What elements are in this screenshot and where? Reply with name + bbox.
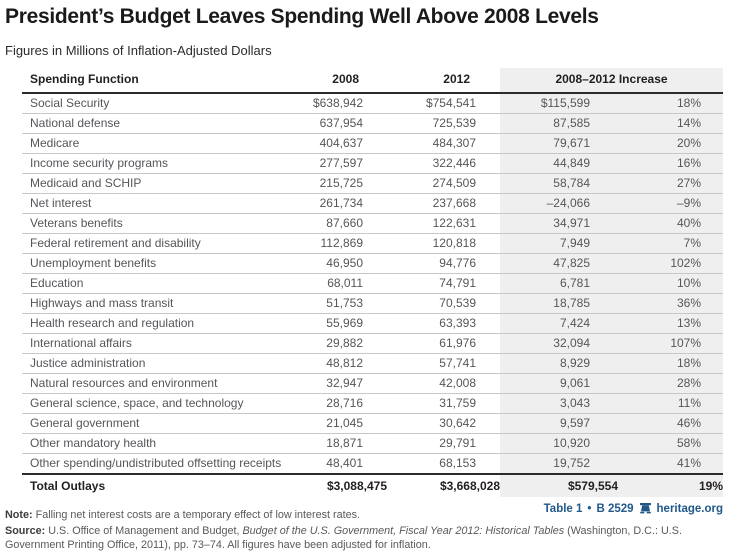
table-footer (22, 474, 723, 497)
table-row (22, 394, 723, 414)
row-increase-percent: –9% (618, 194, 723, 214)
row-value-2008: 112,869 (302, 234, 387, 254)
table-row (22, 114, 723, 134)
row-increase-percent: 18% (618, 354, 723, 374)
liberty-bell-icon (639, 503, 652, 515)
row-increase-percent: 16% (618, 154, 723, 174)
row-label: Medicaid and SCHIP (22, 174, 302, 194)
row-increase-dollars: 3,043 (500, 394, 618, 414)
row-value-2012: 42,008 (387, 374, 500, 394)
row-label: Natural resources and environment (22, 374, 302, 394)
note-label: Note: (5, 509, 33, 521)
source-label: Source: (5, 525, 46, 538)
row-label: Justice administration (22, 354, 302, 374)
table-row (22, 214, 723, 234)
row-increase-dollars: 32,094 (500, 334, 618, 354)
row-value-2012: 68,153 (387, 454, 500, 475)
table-row (22, 334, 723, 354)
row-value-2012: 725,539 (387, 114, 500, 134)
row-label: General government (22, 414, 302, 434)
row-value-2008: 55,969 (302, 314, 387, 334)
total-value-2012: $3,668,028 (387, 474, 500, 497)
row-value-2008: 21,045 (302, 414, 387, 434)
table-row (22, 154, 723, 174)
heritage-site-link[interactable]: heritage.org (656, 503, 723, 515)
source-text-pre: U.S. Office of Management and Budget, (45, 525, 243, 538)
row-increase-percent: 46% (618, 414, 723, 434)
chart-id: B 2529 (596, 503, 634, 515)
row-value-2008: 48,812 (302, 354, 387, 374)
row-value-2008: 87,660 (302, 214, 387, 234)
row-label: Federal retirement and disability (22, 234, 302, 254)
total-row (22, 474, 723, 497)
header-spending-function: Spending Function (22, 68, 302, 93)
figure-footer (544, 503, 723, 515)
row-value-2012: $754,541 (387, 93, 500, 114)
header-increase: 2008–2012 Increase (500, 68, 723, 93)
row-increase-dollars: 18,785 (500, 294, 618, 314)
row-increase-dollars: 47,825 (500, 254, 618, 274)
header-2012: 2012 (387, 68, 500, 93)
header-row (22, 68, 723, 93)
row-increase-dollars: 10,920 (500, 434, 618, 454)
row-value-2012: 322,446 (387, 154, 500, 174)
row-increase-percent: 11% (618, 394, 723, 414)
row-increase-percent: 40% (618, 214, 723, 234)
row-value-2008: 277,597 (302, 154, 387, 174)
row-increase-percent: 20% (618, 134, 723, 154)
total-increase-percent: 19% (618, 474, 723, 497)
page-subtitle: Figures in Millions of Inflation-Adjusted Dollars (5, 43, 272, 58)
row-label: Other mandatory health (22, 434, 302, 454)
note-text: Falling net interest costs are a temporary effect of low interest rates. (32, 509, 361, 521)
row-value-2012: 120,818 (387, 234, 500, 254)
table-header (22, 68, 723, 93)
total-increase-dollars: $579,554 (500, 474, 618, 497)
row-value-2008: 32,947 (302, 374, 387, 394)
row-value-2008: 18,871 (302, 434, 387, 454)
row-increase-percent: 58% (618, 434, 723, 454)
row-value-2012: 122,631 (387, 214, 500, 234)
row-value-2012: 484,307 (387, 134, 500, 154)
row-label: Other spending/undistributed offsetting receipts (22, 454, 302, 475)
source-text-italic: Budget of the U.S. Government, Fiscal Year 2012: Historical Tables (242, 525, 565, 538)
row-value-2012: 57,741 (387, 354, 500, 374)
row-value-2012: 94,776 (387, 254, 500, 274)
total-value-2008: $3,088,475 (302, 474, 387, 497)
row-increase-percent: 36% (618, 294, 723, 314)
row-label: Unemployment benefits (22, 254, 302, 274)
total-label: Total Outlays (22, 474, 302, 497)
row-increase-percent: 14% (618, 114, 723, 134)
row-increase-dollars: 6,781 (500, 274, 618, 294)
row-value-2008: 215,725 (302, 174, 387, 194)
row-increase-percent: 13% (618, 314, 723, 334)
table-row (22, 314, 723, 334)
table-row (22, 93, 723, 114)
row-increase-dollars: 9,061 (500, 374, 618, 394)
row-increase-dollars: $115,599 (500, 93, 618, 114)
row-increase-dollars: 8,929 (500, 354, 618, 374)
table-row (22, 294, 723, 314)
row-increase-percent: 10% (618, 274, 723, 294)
row-label: Health research and regulation (22, 314, 302, 334)
row-value-2008: 48,401 (302, 454, 387, 475)
row-increase-dollars: –24,066 (500, 194, 618, 214)
table-row (22, 134, 723, 154)
row-value-2008: 46,950 (302, 254, 387, 274)
row-increase-percent: 107% (618, 334, 723, 354)
table-row (22, 454, 723, 475)
table-row (22, 354, 723, 374)
row-label: International affairs (22, 334, 302, 354)
table-row (22, 254, 723, 274)
row-label: Education (22, 274, 302, 294)
row-increase-dollars: 44,849 (500, 154, 618, 174)
row-value-2008: 28,716 (302, 394, 387, 414)
row-increase-percent: 27% (618, 174, 723, 194)
row-value-2012: 61,976 (387, 334, 500, 354)
row-increase-percent: 18% (618, 93, 723, 114)
row-increase-percent: 102% (618, 254, 723, 274)
row-increase-dollars: 7,949 (500, 234, 618, 254)
table-row (22, 194, 723, 214)
row-value-2008: 51,753 (302, 294, 387, 314)
row-increase-dollars: 19,752 (500, 454, 618, 475)
row-label: National defense (22, 114, 302, 134)
row-value-2008: 637,954 (302, 114, 387, 134)
row-label: Medicare (22, 134, 302, 154)
row-increase-dollars: 79,671 (500, 134, 618, 154)
table-row (22, 274, 723, 294)
row-value-2012: 63,393 (387, 314, 500, 334)
row-value-2008: $638,942 (302, 93, 387, 114)
row-label: Veterans benefits (22, 214, 302, 234)
row-value-2008: 404,637 (302, 134, 387, 154)
table-row (22, 434, 723, 454)
row-label: General science, space, and technology (22, 394, 302, 414)
row-label: Net interest (22, 194, 302, 214)
row-value-2012: 31,759 (387, 394, 500, 414)
table-row (22, 174, 723, 194)
row-value-2008: 261,734 (302, 194, 387, 214)
source-line (5, 524, 740, 552)
row-label: Highways and mass transit (22, 294, 302, 314)
row-increase-percent: 7% (618, 234, 723, 254)
row-increase-dollars: 7,424 (500, 314, 618, 334)
row-value-2008: 68,011 (302, 274, 387, 294)
row-increase-percent: 41% (618, 454, 723, 475)
row-value-2012: 74,791 (387, 274, 500, 294)
row-value-2012: 30,642 (387, 414, 500, 434)
table-row (22, 414, 723, 434)
row-label: Income security programs (22, 154, 302, 174)
row-increase-dollars: 34,971 (500, 214, 618, 234)
row-value-2008: 29,882 (302, 334, 387, 354)
row-increase-dollars: 58,784 (500, 174, 618, 194)
row-value-2012: 237,668 (387, 194, 500, 214)
table-row (22, 234, 723, 254)
row-value-2012: 70,539 (387, 294, 500, 314)
budget-table (22, 68, 723, 497)
row-increase-dollars: 87,585 (500, 114, 618, 134)
header-2008: 2008 (302, 68, 387, 93)
table-row (22, 374, 723, 394)
row-value-2012: 274,509 (387, 174, 500, 194)
row-increase-percent: 28% (618, 374, 723, 394)
row-value-2012: 29,791 (387, 434, 500, 454)
row-increase-dollars: 9,597 (500, 414, 618, 434)
table-body (22, 93, 723, 474)
page-title: President’s Budget Leaves Spending Well Above 2008 Levels (5, 5, 599, 28)
row-label: Social Security (22, 93, 302, 114)
source-text-post: (Washington, D.C.: U.S. Government Printing Office, 2011), pp. 73–74. All figures have been adjusted for inflation. (5, 525, 682, 552)
table-ref: Table 1 (543, 503, 583, 515)
footer-separator: • (587, 503, 592, 515)
